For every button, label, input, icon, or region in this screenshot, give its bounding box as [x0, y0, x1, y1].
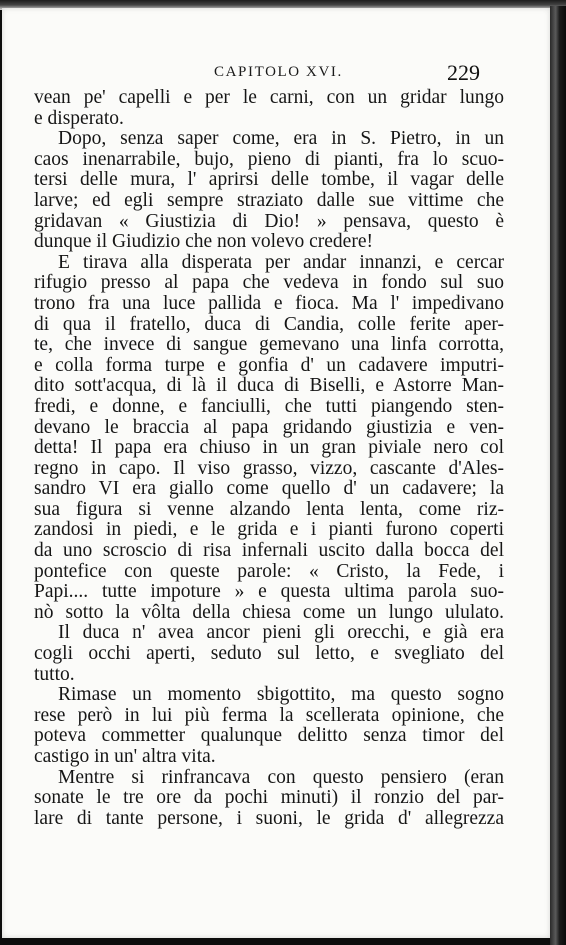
text-line: vean pe' capelli e per le carni, con un gridar lungo	[34, 87, 504, 108]
text-line: fredi, e donne, e fanciulli, che tutti piangendo sten-	[34, 395, 504, 417]
text-line: tutto.	[34, 663, 75, 685]
text-line: poteva commetter qualunque delitto senza timor del	[34, 725, 504, 747]
page-paper	[2, 8, 550, 938]
text-line: e disperato.	[34, 107, 124, 129]
text-line: sandro VI era giallo come quello d' un cadavere; la	[34, 478, 504, 500]
running-head: CAPITOLO XVI.	[214, 64, 343, 80]
book-spine-edge	[550, 6, 566, 945]
text-line: Dopo, senza saper come, era in S. Pietro, in un	[58, 128, 504, 150]
text-line: sua figura si venne alzando lenta lenta, come riz-	[34, 498, 504, 520]
text-line: castigo in un' altra vita.	[34, 746, 216, 767]
text-line: gridavan « Giustizia di Dio! » pensava, questo è	[34, 210, 504, 232]
text-line: dito sott'acqua, di là il duca di Biselli, e Astorre Man-	[34, 375, 504, 397]
text-line: dunque il Giudizio che non volevo credere!	[34, 231, 373, 253]
page-header	[2, 60, 550, 88]
text-line: e colla forma turpe e gonfia d' un cadavere imputri-	[34, 354, 504, 376]
text-line: di qua il fratello, duca di Candia, colle ferite aper-	[34, 313, 504, 335]
text-line: Papi.... tutte impoture » e questa ultima parola suo-	[34, 581, 504, 603]
body-text	[34, 88, 504, 829]
text-line: detta! Il papa era chiuso in un gran piviale nero col	[34, 437, 504, 459]
text-line: pontefice con queste parole: « Cristo, la Fede, i	[34, 560, 504, 582]
text-line: larve; ed egli sempre straziato dalle sue vittime che	[34, 189, 504, 211]
text-line: trono fra una luce pallida e fioca. Ma l' impedivano	[34, 292, 504, 314]
text-line: caos inenarrabile, bujo, pieno di pianti, fra lo scuo-	[34, 148, 504, 170]
text-line: cogli occhi aperti, seduto sul letto, e svegliato del	[34, 643, 504, 665]
text-line: devano le braccia al papa gridando giustizia e ven-	[34, 416, 504, 438]
text-line: nò sotto la vôlta della chiesa come un lungo ululato.	[34, 601, 504, 623]
text-line: Mentre si rinfrancava con questo pensiero (eran	[58, 766, 504, 788]
text-line: regno in capo. Il viso grasso, vizzo, cascante d'Ales-	[34, 457, 504, 479]
text-line: E tirava alla disperata per andar innanzi, e cercar	[58, 251, 504, 273]
text-line: te, che invece di sangue gemevano una linfa corrotta,	[34, 334, 504, 356]
text-line: rifugio presso al papa che vedeva in fondo sul suo	[34, 272, 504, 294]
text-line: lare di tante persone, i suoni, le grida d' allegrezza	[34, 807, 504, 829]
text-line: tersi delle mura, l' aprirsi delle tombe, il vagar delle	[34, 169, 504, 191]
text-line: da uno scroscio di risa infernali uscito dalla bocca del	[34, 540, 504, 562]
text-line: sonate le tre ore da pochi minuti) il ronzio del par-	[34, 787, 504, 809]
text-line: Il duca n' avea ancor pieni gli orecchi, e già era	[58, 622, 504, 644]
text-line: Rimase un momento sbigottito, ma questo sogno	[58, 684, 504, 706]
text-line: rese però in lui più ferma la scellerata opinione, che	[34, 704, 504, 726]
text-line: zandosi in piedi, e le grida e i pianti furono coperti	[34, 519, 504, 541]
page-number: 229	[447, 60, 480, 85]
